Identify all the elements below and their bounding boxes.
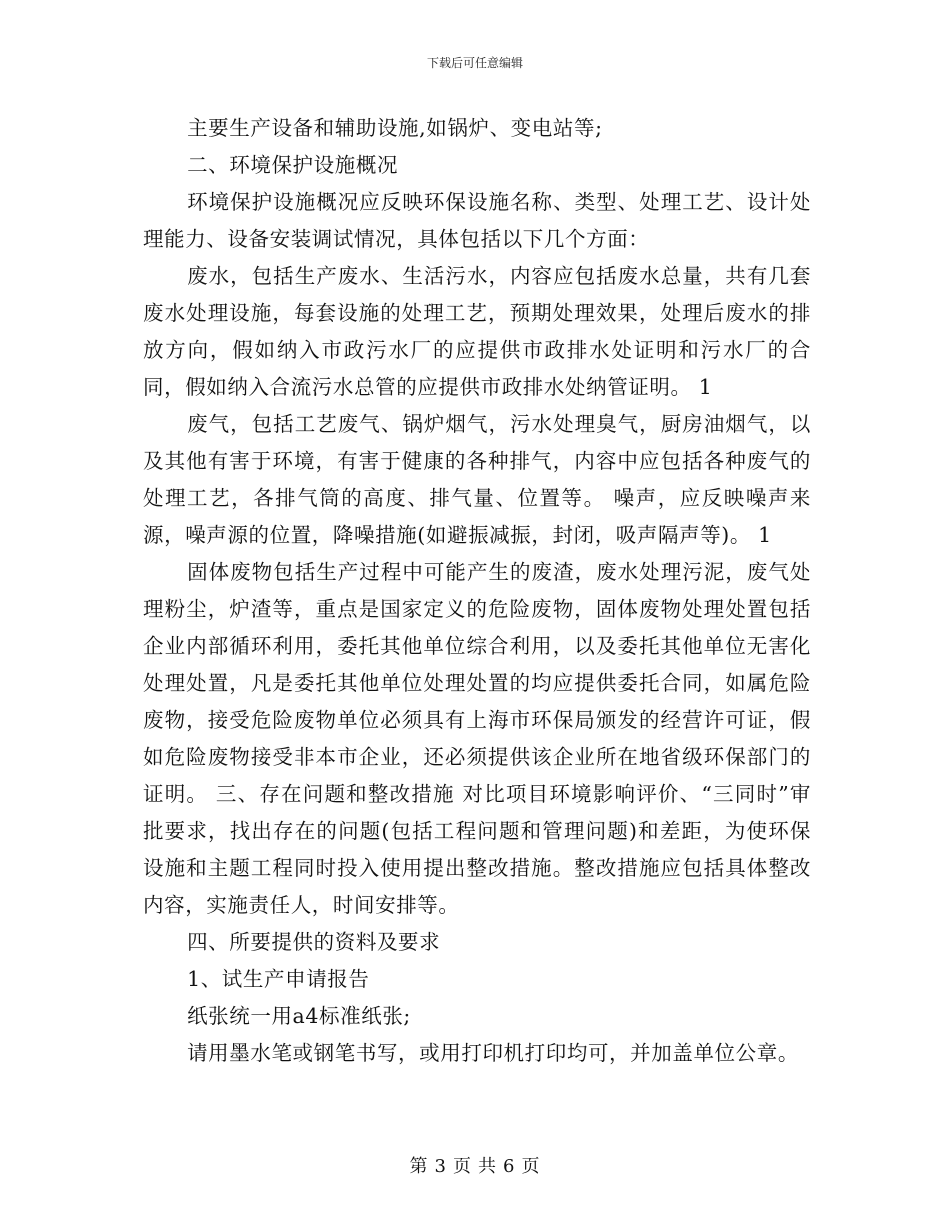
item-writing-requirement: 请用墨水笔或钢笔书写，或用打印机打印均可，并加盖单位公章。 [187,1041,799,1065]
paragraph-wastewater: 废水，包括生产废水、生活污水，内容应包括废水总量，共有几套废水处理设施，每套设施的处理工艺，预期处理效果，处理后废水的排放方向，假如纳入市政污水厂的应提供市政排水处证明和污水厂的合同，假如纳入合流污水总管的应提供市政排水处纳管证明。 1 [143,264,811,399]
footer-prefix: 第 [409,1156,429,1177]
document-body [143,110,811,1072]
paragraph-facilities-overview: 环境保护设施概况应反映环保设施名称、类型、处理工艺、设计处理能力、设备安装调试情况，具体包括以下几个方面： [143,190,811,251]
paragraph-solid-waste: 固体废物包括生产过程中可能产生的废渣，废水处理污泥，废气处理粉尘，炉渣等，重点是国家定义的危险废物，固体废物处理处置包括企业内部循环利用，委托其他单位综合利用，以及委托其他单位无害化处理处置，凡是委托其他单位处理处置的均应提供委托合同，如属危险废物，接受危险废物单位必须具有上海市环保局颁发的经营许可证，假如危险废物接受非本市企业，还必须提供该企业所在地省级环保部门的证明。 三、存在问题和整改措施 对比项目环境影响评价、“三同时”审批要求，找出存在的问题(包括工程问题和管理问题)和差距，为使环保设施和主题工程同时投入使用提出整改措施。整改措施应包括具体整改内容，实施责任人，时间安排等。 [143,560,811,917]
footer-total-pages: 6 [503,1156,516,1177]
paragraph-exhaust-noise: 废气，包括工艺废气、锅炉烟气，污水处理臭气，厨房油烟气，以及其他有害于环境，有害于健康的各种排气，内容中应包括各种废气的处理工艺，各排气筒的高度、排气量、位置等。 噪声，应反映噪声来源，噪声源的位置，降噪措施(如避振减振，封闭，吸声隔声等)。 1 [143,412,811,547]
page-footer [0,1152,950,1178]
footer-page-word: 页 [453,1156,472,1177]
paragraph-equipment: 主要生产设备和辅助设施,如锅炉、变电站等; [187,116,603,140]
heading-required-materials: 四、所要提供的资料及要求 [187,930,441,954]
footer-total-word: 共 [478,1156,497,1177]
heading-environmental-facilities: 二、环境保护设施概况 [187,153,399,177]
footer-current-page: 3 [434,1156,447,1177]
item-trial-production-report: 1、试生产申请报告 [187,967,370,991]
footer-suffix: 页 [521,1156,541,1177]
item-paper-requirement: 纸张统一用a4标准纸张; [187,1004,411,1028]
page-header: 下载后可任意编辑 [426,56,523,70]
